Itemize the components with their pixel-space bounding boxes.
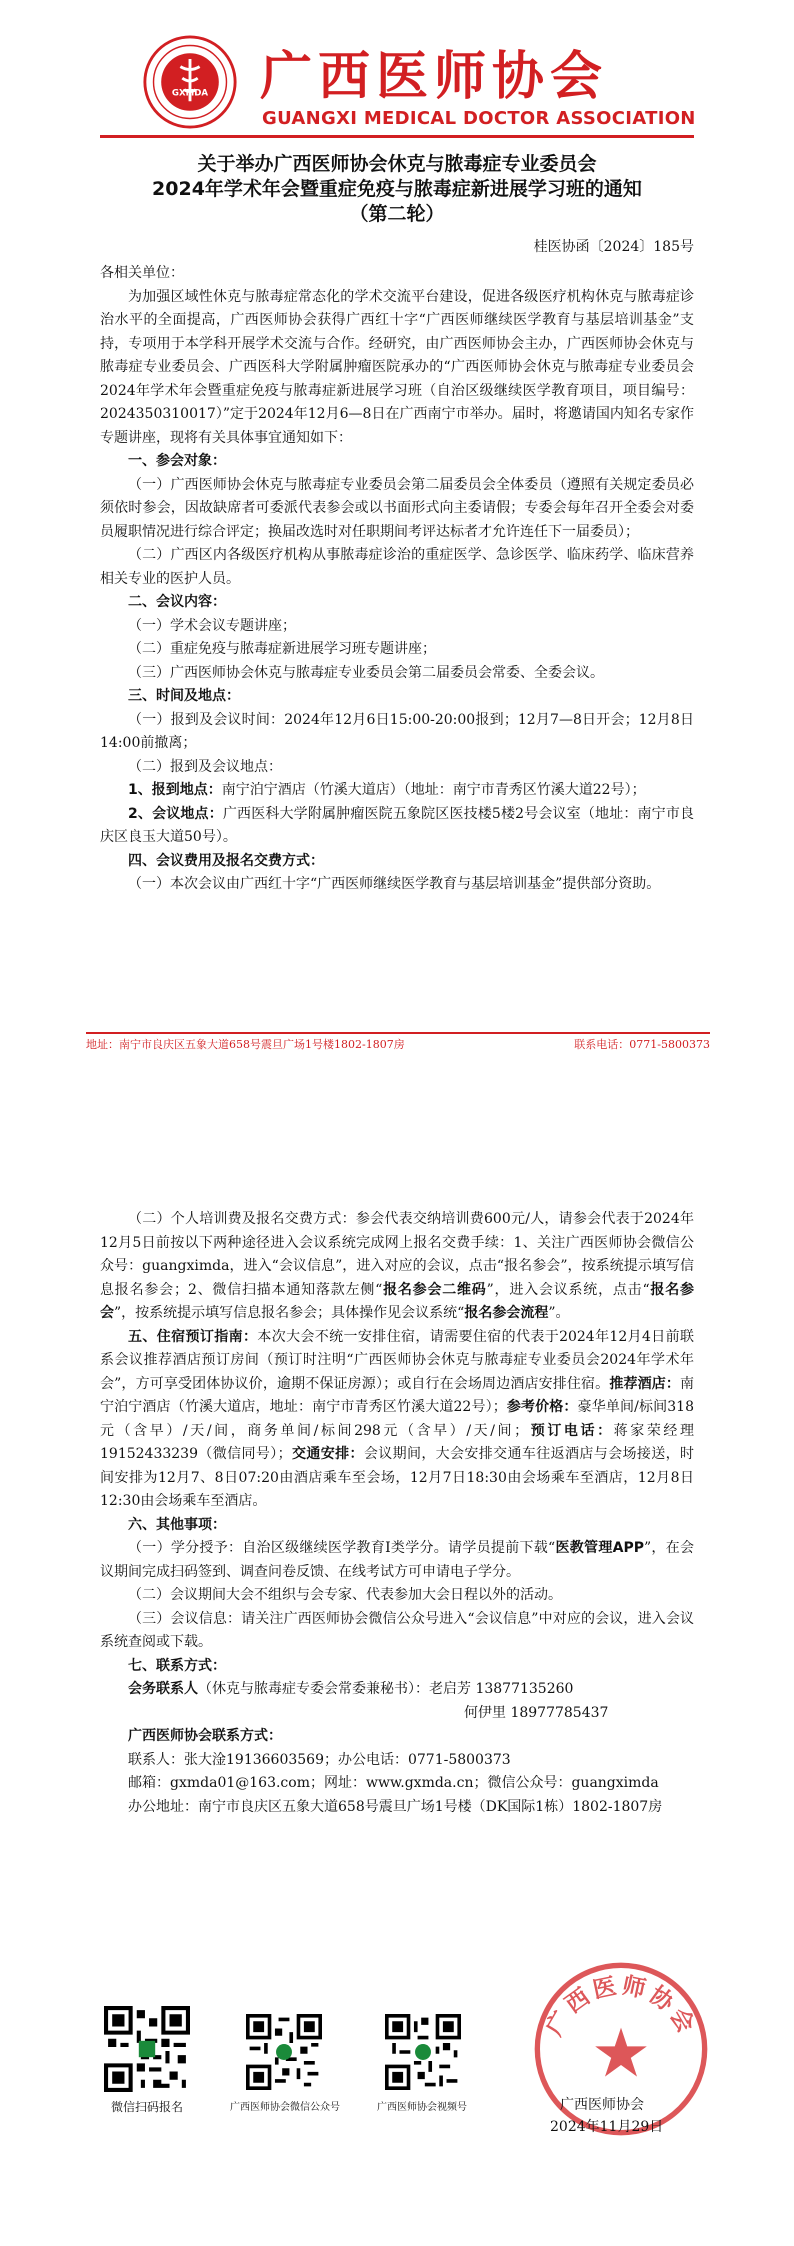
paragraph: （一）学分授予：自治区级继续医学教育Ⅰ类学分。请学员提前下载“医教管理APP”，在会议期间完成扫码签到、调查问卷反馈、在线考试方可申请电子学分。 [100, 1540, 694, 1580]
qr-code-registration[interactable] [104, 2006, 190, 2092]
paragraph: 1、报到地点：南宁泊宁酒店（竹溪大道店）（地址：南宁市青秀区竹溪大道22号）； [128, 782, 646, 798]
association-logo [142, 34, 238, 130]
contact-line: 何伊里 18977785437 [464, 1704, 609, 1721]
qr-caption: 微信扫码报名 [110, 2100, 183, 2114]
qr-caption: 广西医师协会视频号 [377, 2102, 467, 2113]
list-item: （一）学术会议专题讲座； [128, 617, 296, 634]
paragraph: 2、会议地点：广西医科大学附属肿瘤医院五象院区医技楼5楼2号会议室（地址：南宁市良庆区良玉大道50号）。 [100, 805, 694, 845]
svg-text:GXMDA: GXMDA [171, 88, 209, 99]
contact-line: 邮箱：gxmda01@163.com；网址：www.gxmda.cn；微信公众号：guangximda [128, 1775, 659, 1791]
paragraph: （三）会议信息：请关注广西医师协会微信公众号进入“会议信息”中对应的会议，进入会议系统查阅或下载。 [100, 1610, 694, 1650]
body-part-2 [100, 1208, 694, 1819]
paragraph: 五、住宿预订指南：本次大会不统一安排住宿，请需要住宿的代表于2024年12月4日前联系会议推荐酒店预订房间（预订时注明“广西医师协会休克与脓毒症专业委员会2024年学术年会”，方可享受团体协议价，逾期不保证房源）；或自行在会场周边酒店安排住宿。推荐酒店：南宁泊宁酒店（竹溪大道店，地址：南宁市青秀区竹溪大道22号）；参考价格：豪华单间/标间318元（含早）/天/间，商务单间/标间298元（含早）/天/间；预订电话：蒋家荣经理19152433239（微信同号）；交通安排：会议期间，大会安排交通车往返酒店与会场接送，时间安排为12月7、8日07:20由酒店乘车至会场，12月7日18:30由会场乘车至酒店，12月8日12:30由会场乘车至酒店。 [100, 1328, 695, 1509]
contact-line: 联系人：张大淦19136603569；办公电话：0771-5800373 [128, 1751, 511, 1768]
section-heading: 二、会议内容： [128, 594, 226, 610]
footer-divider [86, 1032, 710, 1034]
org-name-cn: 广西医师协会 [260, 46, 609, 107]
section-heading: 三、时间及地点： [128, 688, 240, 704]
qr-code-wechat-account[interactable] [246, 2014, 322, 2090]
paragraph: （二）报到及会议地点： [128, 758, 282, 775]
intro-paragraph: 为加强区域性休克与脓毒症常态化的学术交流平台建设，促进各级医疗机构休克与脓毒症诊治水平的全面提高，广西医师协会获得广西红十字“广西医师继续医学教育与基层培训基金”支持，专项用于本学科开展学术交流与合作。经研究，由广西医师协会主办，广西医师协会休克与脓毒症专业委员会、广西医科大学附属肿瘤医院承办的“广西医师协会休克与脓毒症专业委员会2024年学术年会暨重症免疫与脓毒症新进展学习班（自治区级继续医学教育项目，项目编号：2024350310017）”定于2024年12月6—8日在广西南宁市举办。届时，将邀请国内知名专家作专题讲座，现将有关具体事宜通知如下： [100, 288, 694, 446]
document-number: 桂医协函〔2024〕185号 [533, 239, 694, 255]
paragraph: （二）广西区内各级医疗机构从事脓毒症诊治的重症医学、急诊医学、临床药学、临床营养相关专业的医护人员。 [100, 547, 694, 587]
qr-caption: 广西医师协会微信公众号 [230, 2102, 340, 2113]
svg-text:广西医师协会: 广西医师协会 [541, 1972, 701, 2041]
paragraph: （二）会议期间大会不组织与会专家、代表参加大会日程以外的活动。 [128, 1587, 562, 1603]
footer-phone: 联系电话：0771-5800373 [574, 1038, 710, 1051]
signature-date: 2024年11月29日 [550, 2119, 664, 2135]
paragraph: （一）本次会议由广西红十字“广西医师继续医学教育与基层培训基金”提供部分资助。 [128, 876, 661, 892]
document-title: 关于举办广西医师协会休克与脓毒症专业委员会 2024年学术年会暨重症免疫与脓毒症新进展学习班的通知 （第二轮） [152, 153, 642, 225]
org-name-en: GUANGXI MEDICAL DOCTOR ASSOCIATION [262, 108, 696, 129]
paragraph: （一）报到及会议时间：2024年12月6日15:00-20:00报到；12月7—8日开会；12月8日14:00前撤离； [100, 711, 694, 751]
footer-address: 地址：南宁市良庆区五象大道658号震旦广场1号楼1802-1807房 [86, 1038, 405, 1051]
section-heading: 六、其他事项： [128, 1516, 226, 1533]
contact-line: 办公地址：南宁市良庆区五象大道658号震旦广场1号楼（DK国际1栋）1802-1807房 [128, 1798, 663, 1815]
contact-line: 会务联系人（休克与脓毒症专委会常委兼秘书）：老启芳 13877135260 [128, 1681, 574, 1697]
section-heading: 四、会议费用及报名交费方式： [128, 852, 324, 869]
paragraph: （二）个人培训费及报名交费方式：参会代表交纳培训费600元/人，请参会代表于2024年12月5日前按以下两种途径进入会议系统完成网上报名交费手续：1、关注广西医师协会微信公众号：guangximda，进入“会议信息”，进入对应的会议，点击“报名参会”，按系统提示填写信息报名参会；2、微信扫描本通知落款左侧“报名参会二维码”，进入会议系统，点击“报名参会”，按系统提示填写信息报名参会；具体操作见会议系统“报名参会流程”。 [100, 1211, 694, 1321]
body-part-1 [100, 262, 694, 897]
assoc-contact-heading: 广西医师协会联系方式： [128, 1728, 282, 1744]
letterhead [132, 30, 696, 140]
paragraph: （一）广西医师协会休克与脓毒症专业委员会第二届委员会全体委员（遵照有关规定委员必须依时参会，因故缺席者可委派代表参会或以书面形式向主委请假；专委会每年召开全委会对委员履职情况进行综合评定；换届改选时对任职期间考评达标者才允许连任下一届委员）； [100, 476, 694, 540]
signature-org: 广西医师协会 [560, 2097, 644, 2113]
list-item: （二）重症免疫与脓毒症新进展学习班专题讲座； [128, 641, 436, 657]
section-heading: 七、联系方式： [128, 1657, 226, 1674]
list-item: （三）广西医师协会休克与脓毒症专业委员会第二届委员会常委、全委会议。 [128, 664, 604, 681]
header-divider [100, 135, 694, 138]
section-heading: 一、参会对象： [128, 453, 226, 469]
salutation: 各相关单位： [100, 265, 184, 281]
qr-code-video-account[interactable] [385, 2014, 461, 2090]
